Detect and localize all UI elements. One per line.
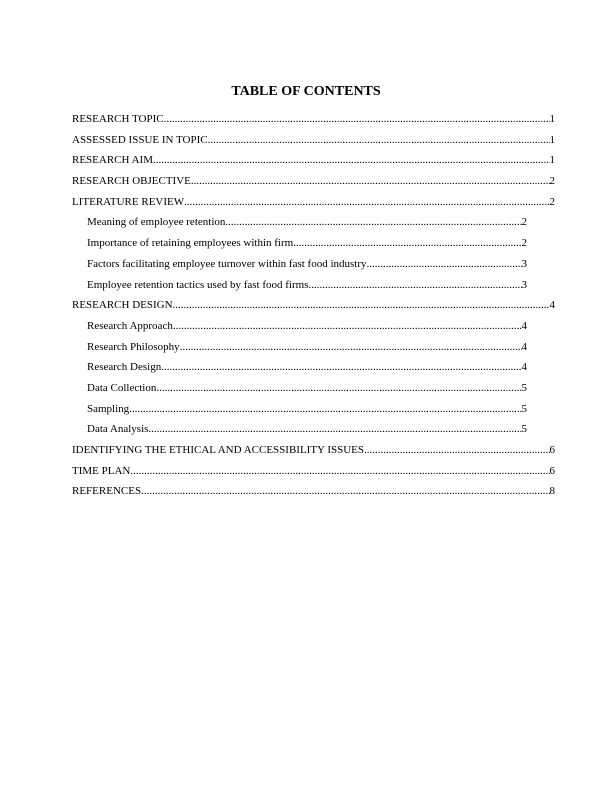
toc-page-number: 4: [521, 319, 527, 332]
toc-entry[interactable]: [72, 464, 555, 485]
toc-page-number: 3: [521, 257, 527, 270]
toc-entry-title: RESEARCH AIM: [72, 154, 153, 167]
toc-entry-title: Employee retention tactics used by fast food firms: [87, 278, 309, 291]
toc-entry[interactable]: [87, 340, 527, 361]
toc-dot-leader: [141, 484, 549, 498]
toc-entry-title: Data Collection: [87, 381, 157, 394]
toc-page-number: 3: [521, 278, 527, 291]
toc-entry[interactable]: [87, 215, 527, 236]
toc-entry-title: TIME PLAN: [72, 464, 131, 477]
toc-dot-leader: [173, 319, 522, 333]
toc-page-number: 2: [521, 237, 527, 250]
toc-entry-title: Factors facilitating employee turnover within fast food industry: [87, 257, 367, 270]
toc-entry[interactable]: [87, 236, 527, 257]
toc-dot-leader: [293, 236, 521, 250]
toc-entry[interactable]: [87, 319, 527, 340]
toc-dot-leader: [191, 174, 550, 188]
toc-entry-title: Sampling: [87, 402, 130, 415]
toc-page-number: 4: [521, 340, 527, 353]
toc-entry-title: RESEARCH DESIGN: [72, 299, 173, 312]
toc-dot-leader: [164, 112, 550, 126]
toc-dot-leader: [130, 464, 549, 478]
toc-entry-title: Data Analysis: [87, 423, 149, 436]
toc-dot-leader: [225, 215, 521, 229]
toc-page-number: 6: [549, 444, 555, 456]
toc-entry[interactable]: [87, 381, 527, 402]
toc-page-number: 8: [549, 485, 555, 498]
toc-page-number: 4: [521, 361, 527, 374]
toc-dot-leader: [153, 153, 550, 167]
toc-entry-title: Research Philosophy: [87, 340, 180, 353]
toc-entry-title: Importance of retaining employees within firm: [87, 237, 294, 250]
toc-entry-title: Meaning of employee retention: [87, 216, 226, 229]
toc-page-number: 6: [549, 464, 555, 477]
toc-title: TABLE OF CONTENTS: [231, 84, 381, 99]
toc-dot-leader: [308, 278, 521, 292]
toc-dot-leader: [156, 381, 521, 395]
toc-entry-title: REFERENCES: [72, 485, 142, 498]
toc-dot-leader: [367, 257, 522, 271]
toc-entry[interactable]: [87, 402, 527, 423]
toc-dot-leader: [184, 195, 549, 209]
toc-entry[interactable]: [72, 484, 555, 505]
toc-page-number: 2: [521, 216, 527, 229]
toc-entry[interactable]: [72, 174, 555, 195]
toc-entry[interactable]: [87, 360, 527, 381]
toc-entry[interactable]: [72, 133, 555, 154]
toc-entry-title: RESEARCH OBJECTIVE: [72, 175, 191, 188]
toc-entry[interactable]: [72, 112, 555, 133]
toc-dot-leader: [161, 360, 521, 374]
toc-page-number: 2: [549, 195, 555, 208]
toc-dot-leader: [129, 402, 521, 416]
toc-entry[interactable]: [87, 422, 527, 443]
toc-dot-leader: [208, 133, 550, 147]
toc-entry-title: ASSESSED ISSUE IN TOPIC: [72, 133, 208, 146]
toc-page-number: 1: [549, 154, 555, 167]
toc-dot-leader: [173, 298, 550, 312]
toc-entry[interactable]: [87, 257, 527, 278]
toc-entry[interactable]: [72, 153, 555, 174]
toc-entry-title: Research Approach: [87, 319, 173, 332]
toc-page-number: 1: [549, 113, 555, 125]
toc-entry-title: RESEARCH TOPIC: [72, 113, 164, 125]
toc-dot-leader: [180, 340, 522, 354]
toc-entry[interactable]: [72, 443, 555, 464]
toc-entry-title: IDENTIFYING THE ETHICAL AND ACCESSIBILITY ISSUES: [72, 444, 365, 456]
toc-entry-title: Research Design: [87, 361, 162, 374]
toc-page-number: 5: [521, 402, 527, 415]
toc-page-number: 2: [549, 175, 555, 188]
toc-entry[interactable]: [72, 195, 555, 216]
toc-dot-leader: [364, 443, 549, 457]
toc-page-number: 5: [521, 423, 527, 436]
toc-page-number: 1: [549, 133, 555, 146]
toc-entry[interactable]: [72, 298, 555, 319]
toc-entry-title: LITERATURE REVIEW: [72, 195, 185, 208]
toc-page-number: 4: [549, 299, 555, 312]
toc-page-number: 5: [521, 381, 527, 394]
toc-list: [72, 112, 555, 505]
toc-dot-leader: [148, 422, 521, 436]
toc-entry[interactable]: [87, 278, 527, 299]
